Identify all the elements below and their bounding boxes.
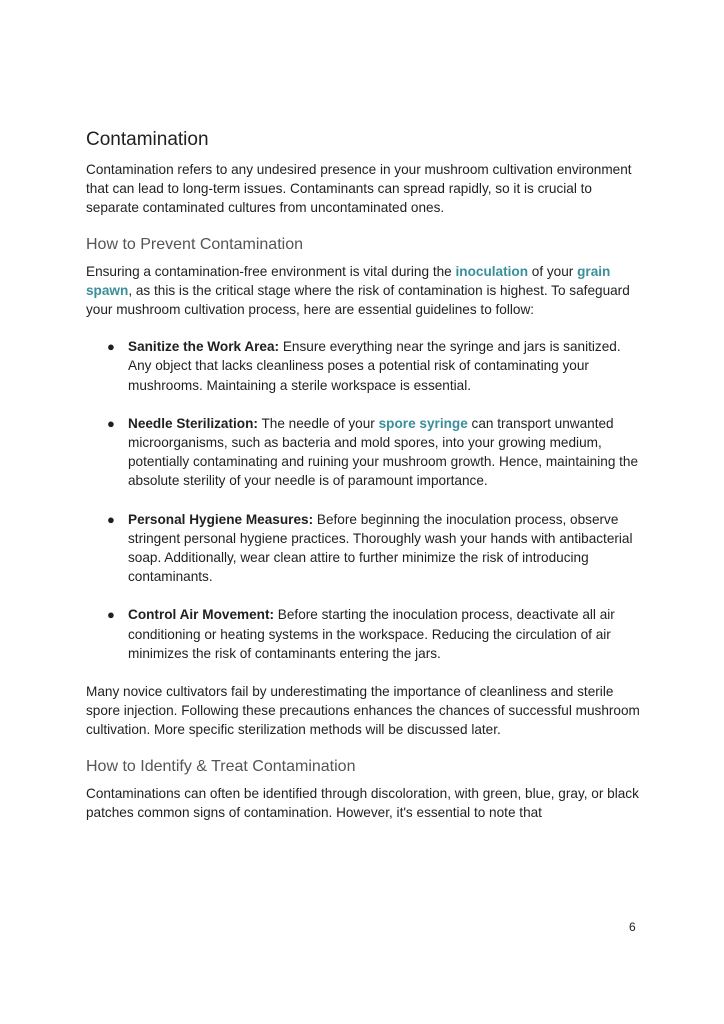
item-title: Control Air Movement: [128, 607, 275, 623]
item-title: Needle Sterilization: [128, 415, 258, 431]
spore-syringe-link[interactable]: spore syringe [378, 415, 468, 431]
list-item-hygiene [86, 510, 642, 587]
list-item-air [86, 605, 642, 663]
document-page [86, 128, 642, 822]
inoculation-link[interactable]: inoculation [455, 263, 528, 279]
prevent-text-3: , as this is the critical stage where the risk of contamination is highest. To safeguard your mushroom cultivation process, here are essential guidelines to follow: [86, 282, 630, 318]
item-text: Before starting the inoculation process, deactivate all air conditioning or heating systems in the workspace. Reducing the circulation of air minimizes the risk of contaminants entering the jars. [128, 607, 615, 661]
identify-heading: How to Identify & Treat Contamination [86, 757, 356, 775]
bullet-icon: ● [107, 511, 115, 527]
item-text: Ensure everything near the syringe and jars is sanitized. Any object that lacks cleanliness poses a potential risk of contaminating your mushrooms. Maintaining a sterile workspace is essential. [128, 339, 621, 393]
prevent-text-1: Ensuring a contamination-free environment is vital during the [86, 263, 456, 279]
prevent-heading: How to Prevent Contamination [86, 235, 303, 253]
prevent-paragraph [86, 262, 642, 320]
guidelines-list [86, 337, 642, 663]
bullet-icon: ● [107, 415, 115, 431]
page-number: 6 [629, 920, 636, 934]
grain-spawn-link[interactable]: grain spawn [86, 263, 611, 298]
intro-paragraph: Contamination refers to any undesired presence in your mushroom cultivation environment that can lead to long-term issues. Contaminants can spread rapidly, so it is crucial to separate contaminated cultures from uncontaminated ones. [86, 162, 632, 216]
item-title: Sanitize the Work Area: [128, 339, 280, 355]
item-title: Personal Hygiene Measures: [128, 511, 314, 527]
bullet-icon: ● [107, 339, 115, 355]
list-item-sanitize [86, 337, 642, 395]
prevent-text-2: of your [528, 263, 578, 279]
item-text: can transport unwanted microorganisms, such as bacteria and mold spores, into your growing medium, potentially contaminating and ruining your mushroom growth. Hence, maintaining the absolute sterility of your needle is of paramount importance. [128, 415, 639, 489]
section-title: Contamination [86, 129, 209, 150]
item-text-before: The needle of your [257, 415, 379, 431]
bullet-icon: ● [107, 607, 115, 623]
list-item-needle [86, 414, 642, 491]
identify-paragraph: Contaminations can often be identified through discoloration, with green, blue, gray, or black patches common signs of contamination. However, it's essential to note that [86, 785, 639, 820]
item-text: Before beginning the inoculation process, observe stringent personal hygiene practices. Thoroughly wash your hands with antibacterial soap. Additionally, wear clean attire to further minimize the risk of introducing contaminants. [128, 511, 633, 585]
closing-paragraph: Many novice cultivators fail by underestimating the importance of cleanliness and sterile spore injection. Following these precautions enhances the chances of successful mushroom cultivation. More specific sterilization methods will be discussed later. [86, 684, 640, 738]
